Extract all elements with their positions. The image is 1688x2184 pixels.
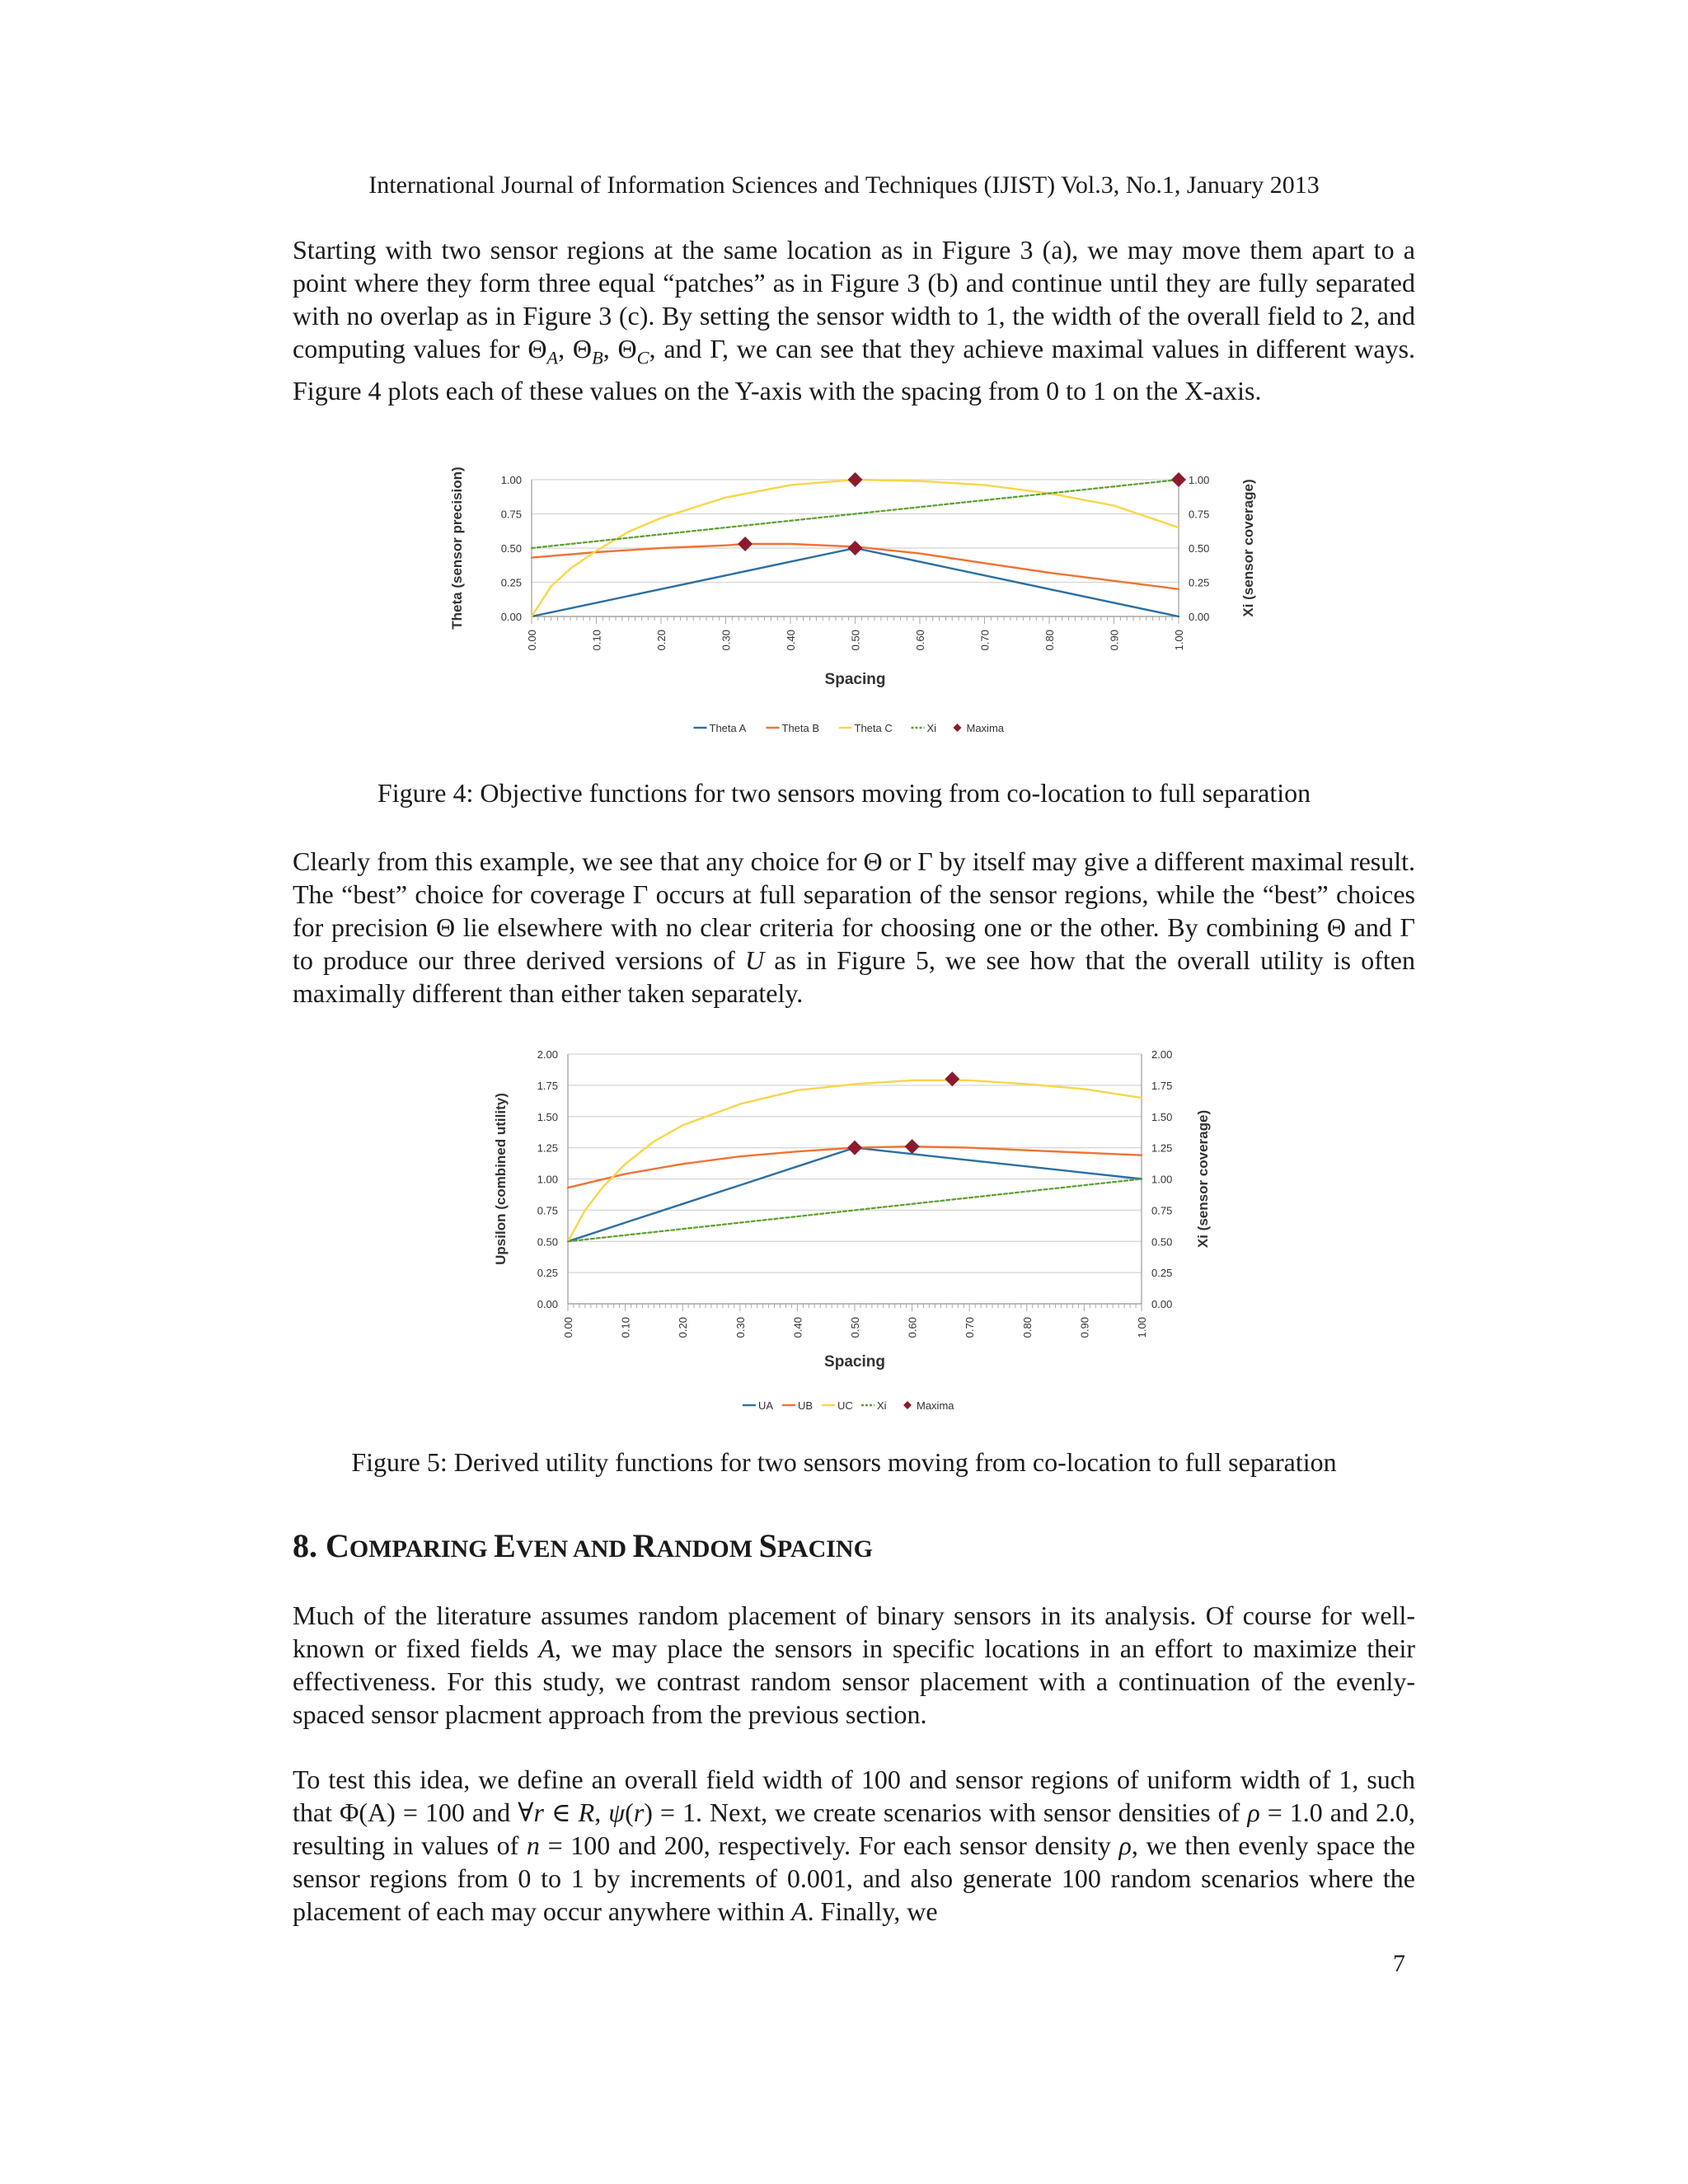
figure-5-chart — [482, 1040, 1240, 1419]
y2-tick-label: 1.25 — [1151, 1141, 1173, 1155]
paragraph-2: Clearly from this example, we see that any choice for Θ or Γ by itself may give a different maximal result. The “best” choice for coverage Γ occurs at full separation of the sensor regions, while the “best” choices for precision Θ lie elsewhere with no clear criteria for choosing one or the other. By combining Θ and Γ to produce our three derived versions of U as in Figure 5, we see how that the overall utility is often maximally different than either taken separately. — [293, 846, 1416, 1008]
x-tick-label: 0.10 — [619, 1317, 632, 1338]
legend-label: Theta B — [781, 722, 820, 734]
y2-tick-label: 0.50 — [1151, 1235, 1173, 1249]
x-tick-label: 0.70 — [964, 1317, 977, 1338]
legend-item-theta-b — [767, 722, 820, 734]
legend-item-ub — [782, 1399, 813, 1412]
maxima-marker — [848, 541, 863, 555]
maxima-marker — [905, 1139, 920, 1154]
maxima-marker — [1171, 472, 1186, 487]
x-tick-label: 0.60 — [906, 1317, 919, 1338]
x-tick-label: 0.20 — [655, 630, 668, 651]
y2-tick-label: 0.75 — [1151, 1204, 1173, 1217]
x-tick-label: 1.00 — [1136, 1317, 1148, 1338]
x-axis-title: Spacing — [824, 671, 886, 688]
legend-label: UB — [798, 1399, 814, 1412]
y2-tick-label: 0.75 — [1189, 508, 1210, 521]
y-tick-label: 0.75 — [537, 1204, 558, 1217]
y-tick-label: 0.25 — [500, 576, 522, 589]
y2-tick-label: 0.25 — [1151, 1267, 1173, 1280]
y2-tick-label: 2.00 — [1151, 1048, 1173, 1061]
series-line-uc — [568, 1080, 1142, 1242]
y2-tick-label: 0.50 — [1189, 542, 1210, 555]
legend-label: Theta C — [854, 722, 893, 734]
x-tick-label: 0.50 — [849, 1317, 861, 1338]
paragraph-3: Much of the literature assumes random placement of binary sensors in its analysis. Of course for well-known or fixed fields A, we may place the sensors in specific locations in an effort to maximize their effectiveness. For this study, we contrast random sensor placement with a continuation of the evenly-spaced sensor placment approach from the previous section. — [293, 1601, 1416, 1729]
paragraph-1: Starting with two sensor regions at the same location as in Figure 3 (a), we may move them apart to a point where they form three equal “patches” as in Figure 3 (b) and continue until they are fully separated with no overlap as in Figure 3 (c). By setting the sensor width to 1, the width of the overall field to 2, and computing values for $\Theta_A$, $\Theta_B$, $\Theta_C$, and Γ, we can see that they achieve maximal values in different ways. Figure 4 plots each of these values on the Y-axis with the spacing from 0 to 1 on the X-axis. — [293, 235, 1416, 406]
y-tick-label: 0.00 — [537, 1298, 558, 1310]
x-tick-label: 0.40 — [791, 1317, 804, 1338]
page-number: 7 — [1393, 1950, 1405, 1977]
x-tick-label: 0.00 — [562, 1317, 574, 1338]
y-tick-label: 1.25 — [537, 1141, 558, 1155]
legend-item-theta-a — [694, 722, 747, 734]
y2-tick-label: 0.25 — [1189, 576, 1210, 589]
legend-label: Maxima — [966, 722, 1005, 734]
x-tick-label: 0.90 — [1078, 1317, 1091, 1338]
y-tick-label: 2.00 — [537, 1048, 558, 1061]
x-tick-label: 0.70 — [978, 630, 992, 651]
y-tick-label: 0.00 — [500, 611, 522, 623]
paragraph-4: To test this idea, we define an overall field width of 100 and sensor regions of uniform width of 1, such that Φ(A) = 100 and ∀r ∈ R, ψ(r) = 1. Next, we create scenarios with sensor densities of ρ = 1.0 and 2.0, resulting in values of n = 100 and 200, respectively. For each sensor density ρ, we then evenly space the sensor regions from 0 to 1 by increments of 0.001, and also generate 100 random scenarios where the placement of each may occur anywhere within A. Finally, we — [293, 1765, 1416, 1926]
x-tick-label: 0.90 — [1108, 630, 1121, 651]
legend-marker — [954, 724, 962, 732]
legend-label: UA — [758, 1399, 774, 1412]
legend-label: Xi — [926, 722, 937, 734]
legend-item-xi — [912, 722, 937, 734]
y2-tick-label: 1.75 — [1151, 1079, 1173, 1092]
y2-tick-label: 0.00 — [1151, 1298, 1173, 1310]
figure-5-caption: Figure 5: Derived utility functions for two sensors moving from co-location to full separation — [351, 1447, 1337, 1477]
legend-label: Xi — [877, 1399, 887, 1412]
y-axis-title: Upsilon (combined utility) — [493, 1093, 509, 1265]
x-tick-label: 0.80 — [1020, 1317, 1034, 1338]
y2-tick-label: 1.00 — [1151, 1173, 1173, 1186]
legend-marker — [903, 1401, 912, 1409]
figure-4-caption: Figure 4: Objective functions for two sensors moving from co-location to full separation — [377, 778, 1311, 808]
maxima-marker — [738, 537, 753, 551]
y-tick-label: 1.00 — [500, 474, 522, 486]
x-tick-label: 0.50 — [849, 630, 862, 651]
x-tick-label: 0.10 — [590, 630, 603, 651]
y2-tick-label: 1.50 — [1151, 1110, 1173, 1123]
maxima-marker — [847, 1141, 862, 1155]
y2-axis-title: Xi (sensor coverage) — [1195, 1109, 1211, 1249]
x-tick-label: 0.40 — [785, 630, 797, 651]
x-tick-label: 0.20 — [677, 1317, 690, 1338]
y2-tick-label: 0.00 — [1189, 611, 1210, 623]
y-tick-label: 0.50 — [537, 1235, 558, 1249]
y-tick-label: 0.50 — [500, 542, 522, 555]
running-header: International Journal of Information Sciences and Techniques (IJIST) Vol.3, No.1, January 2013 — [368, 171, 1320, 199]
legend-item-maxima — [954, 722, 1005, 734]
x-tick-label: 1.00 — [1173, 630, 1185, 651]
legend-label: Theta A — [709, 722, 747, 734]
x-tick-label: 0.30 — [734, 1317, 747, 1338]
figure-4-chart — [441, 462, 1265, 742]
legend-item-uc — [822, 1399, 853, 1412]
maxima-marker — [848, 472, 863, 487]
legend-item-theta-c — [839, 722, 893, 734]
y-tick-label: 0.75 — [500, 508, 522, 521]
x-tick-label: 0.60 — [914, 630, 926, 651]
y-axis-title: Theta (sensor precision) — [449, 466, 465, 630]
y2-tick-label: 1.00 — [1189, 474, 1210, 486]
x-tick-label: 0.80 — [1043, 630, 1056, 651]
x-tick-label: 0.30 — [720, 630, 733, 651]
legend-item-maxima — [903, 1399, 954, 1412]
legend-label: Maxima — [917, 1399, 954, 1412]
y-tick-label: 1.75 — [537, 1079, 558, 1092]
maxima-marker — [945, 1071, 959, 1086]
legend-item-ua — [743, 1399, 773, 1412]
section-heading: 8. COMPARING EVEN AND RANDOM SPACING — [293, 1527, 873, 1564]
y2-axis-title: Xi (sensor coverage) — [1240, 479, 1256, 617]
y-tick-label: 1.00 — [537, 1173, 558, 1186]
series-line-ua — [568, 1148, 1142, 1242]
y-tick-label: 1.50 — [537, 1110, 558, 1123]
legend-label: UC — [837, 1399, 853, 1412]
legend-item-xi — [861, 1399, 887, 1412]
x-tick-label: 0.00 — [526, 630, 538, 651]
y-tick-label: 0.25 — [537, 1267, 558, 1280]
x-axis-title: Spacing — [824, 1353, 885, 1371]
